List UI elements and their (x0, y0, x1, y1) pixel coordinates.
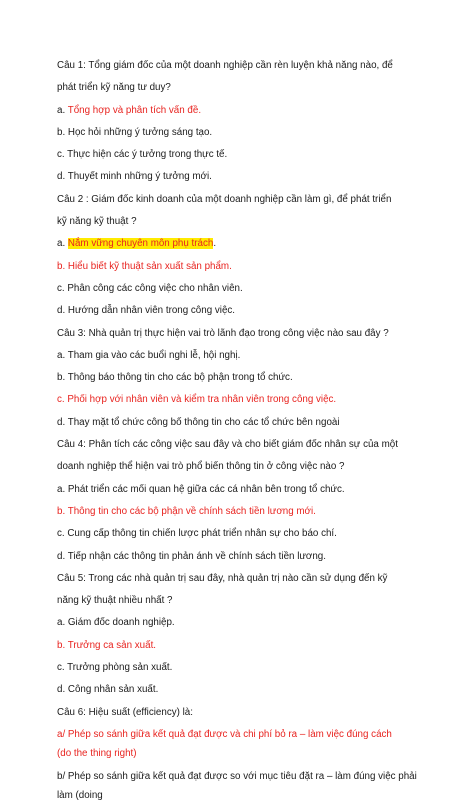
line-text: c. Phân công các công việc cho nhân viên. (57, 282, 243, 294)
line-text: d. Hướng dẫn nhân viên trong công việc. (57, 305, 236, 317)
text-line (57, 503, 434, 520)
text-line (57, 280, 434, 297)
line-text: c. Cung cấp thông tin chiến lược phát triển nhân sự cho báo chí. (57, 528, 337, 540)
line-prefix: a. (57, 104, 68, 116)
line-text: d. Thuyết minh những ý tưởng mới. (57, 171, 212, 183)
line-text: phát triển kỹ năng tư duy? (57, 82, 171, 94)
text-line (57, 391, 434, 408)
text-line (57, 726, 434, 743)
line-text: a. Giám đốc doanh nghiệp. (57, 617, 175, 629)
text-line (57, 570, 434, 587)
line-text: b. Thông báo thông tin cho các bộ phận trong tổ chức. (57, 372, 293, 384)
line-text: b/ Phép so sánh giữa kết quả đạt được so với mục tiêu đặt ra – làm đúng việc phải (57, 770, 417, 782)
line-text: kỹ năng kỹ thuật ? (57, 216, 137, 228)
line-text: c. Thực hiện các ý tưởng trong thực tế. (57, 149, 228, 161)
text-line (57, 614, 434, 631)
text-line (57, 302, 434, 319)
line-text: năng kỹ thuật nhiều nhất ? (57, 595, 173, 607)
text-line (57, 481, 434, 498)
line-text: Câu 6: Hiệu suất (efficiency) là: (57, 706, 193, 718)
text-line (57, 102, 434, 119)
answer-text: (do the thing right) (57, 748, 137, 760)
line-text: c. Trưởng phòng sản xuất. (57, 662, 173, 674)
text-line (57, 768, 434, 785)
line-text: d. Công nhân sản xuất. (57, 684, 159, 696)
line-text: b. Học hỏi những ý tưởng sáng tạo. (57, 126, 213, 138)
text-line (57, 637, 434, 654)
text-line (57, 146, 434, 163)
line-text: a. Phát triển các mối quan hệ giữa các cá nhân bên trong tổ chức. (57, 483, 345, 495)
text-line (57, 57, 434, 74)
answer-text: Tổng hợp và phân tích vấn đề. (67, 104, 202, 116)
text-line (57, 191, 434, 208)
text-line (57, 235, 434, 252)
text-line (57, 745, 434, 762)
answer-text: a/ Phép so sánh giữa kết quả đạt được và chi phí bỏ ra – làm việc đúng cách (57, 728, 392, 740)
line-text: Câu 2 : Giám đốc kinh doanh của một doanh nghiệp cần làm gì, để phát triển (57, 193, 392, 205)
text-line (57, 124, 434, 141)
line-text: Câu 5: Trong các nhà quản trị sau đây, nhà quản trị nào cần sử dụng đến kỹ (57, 572, 388, 584)
text-line (57, 213, 434, 230)
line-text: Câu 4: Phân tích các công việc sau đây và cho biết giám đốc nhân sự của một (57, 439, 398, 451)
text-line (57, 659, 434, 676)
text-line (57, 704, 434, 721)
text-line (57, 681, 434, 698)
text-line (57, 414, 434, 431)
answer-text: c. Phối hợp với nhân viên và kiểm tra nhân viên trong công việc. (57, 394, 337, 406)
text-line (57, 592, 434, 609)
line-suffix: . (213, 238, 217, 250)
text-line (57, 525, 434, 542)
answer-text: b. Hiểu biết kỹ thuật sản xuất sản phẩm. (57, 260, 232, 272)
line-text: làm (doing (57, 789, 103, 801)
text-line (57, 258, 434, 275)
text-line (57, 548, 434, 565)
line-text: d. Tiếp nhận các thông tin phản ánh về chính sách tiền lương. (57, 550, 326, 562)
text-line (57, 787, 434, 804)
answer-text: b. Trưởng ca sản xuất. (57, 639, 157, 651)
line-text: a. Tham gia vào các buổi nghi lễ, hội nghị. (57, 349, 241, 361)
text-line (57, 458, 434, 475)
text-line (57, 369, 434, 386)
line-text: d. Thay mặt tổ chức công bố thông tin cho các tổ chức bên ngoài (57, 416, 340, 428)
line-text: Câu 1: Tổng giám đốc của một doanh nghiệp cần rèn luyện khả năng nào, để (57, 60, 393, 71)
answer-text: Nắm vững chuyên môn phụ trách (67, 238, 214, 250)
line-text: Câu 3: Nhà quản trị thực hiện vai trò lãnh đạo trong công việc nào sau đây ? (57, 327, 389, 339)
answer-text: b. Thông tin cho các bộ phận về chính sách tiền lương mới. (57, 505, 316, 517)
line-text: doanh nghiệp thể hiện vai trò phổ biến thông tin ở công việc nào ? (57, 461, 345, 473)
text-line (57, 325, 434, 342)
line-prefix: a. (57, 238, 68, 250)
text-line (57, 79, 434, 96)
text-line (57, 347, 434, 364)
text-line (57, 168, 434, 185)
text-line (57, 436, 434, 453)
